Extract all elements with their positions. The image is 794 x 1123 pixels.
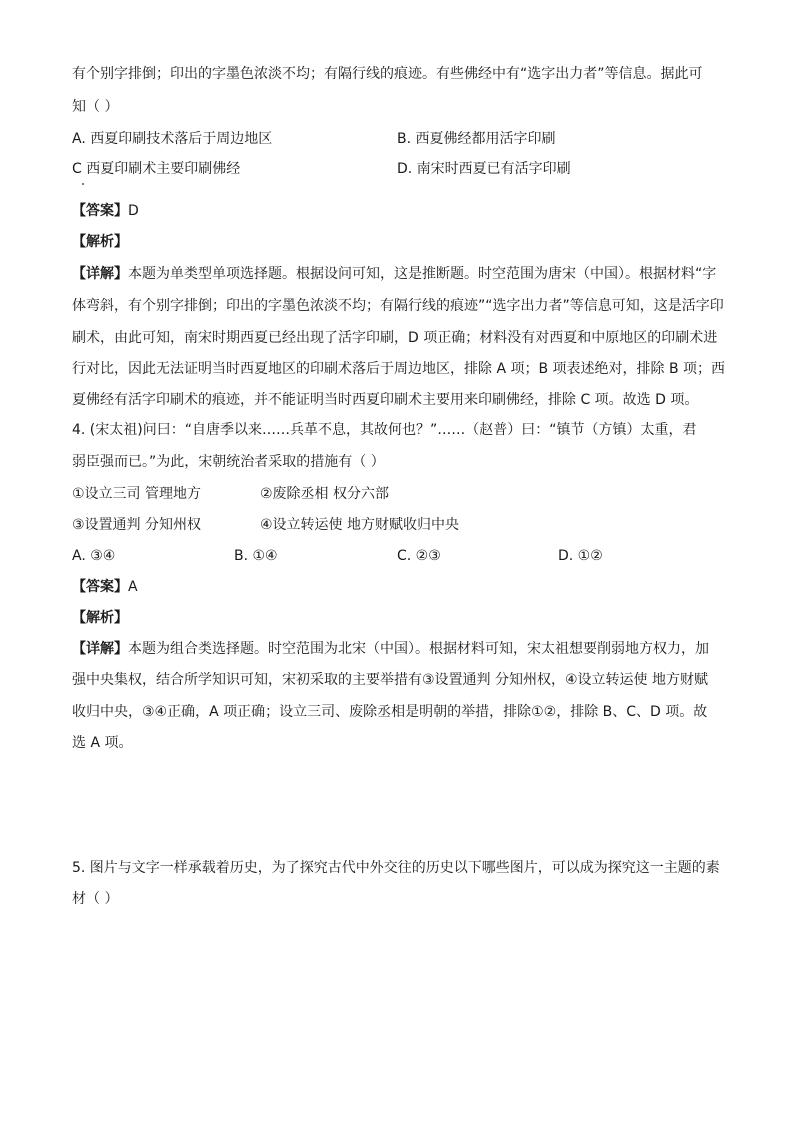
q4-detail-line-1 <box>72 639 709 659</box>
q4-detail-line-2: 强中央集权，结合所学知识可知，宋初采取的主要举措有③设置通判 分知州权，④设立转运使 地方财赋 <box>72 672 708 688</box>
q4-answer-value: A <box>128 579 138 595</box>
q3-stem-line-1: 有个别字排倒；印出的字墨色浓淡不均；有隔行线的痕迹。有些佛经中有“选字出力者”等信息。据此可 <box>72 66 703 82</box>
q4-detail-line-4: 选 A 项。 <box>72 735 133 751</box>
q4-answer <box>72 577 138 597</box>
q4-item-1: ①设立三司 管理地方 <box>72 486 202 502</box>
q4-detail-line-3: 收归中央，③④正确，A 项正确；设立三司、废除丞相是明朝的举措，排除①②，排除 B、C、D 项。故 <box>72 704 708 720</box>
q4-stem-line-1: 4. (宋太祖)问曰：“自唐季以来……兵革不息，其故何也？”……（赵普）曰：“镇节（方镇）太重，君 <box>72 422 697 438</box>
q4-option-a: A. ③④ <box>72 548 116 564</box>
q3-answer <box>72 201 139 221</box>
q4-option-c: C. ②③ <box>397 548 441 564</box>
q3-detail-line-2: 体弯斜，有个别字排倒；印出的字墨色浓淡不均；有隔行线的痕迹”“选字出力者”等信息可知，这是活字印 <box>72 298 724 314</box>
q3-detail-text-1: 本题为单类型单项选择题。根据设问可知，这是推断题。时空范围为唐宋（中国）。根据材料“字 <box>128 266 717 282</box>
q3-stem-line-2: 知（ ） <box>72 99 119 115</box>
stray-dot-mark <box>82 183 84 185</box>
q3-option-c: C 西夏印刷术主要印刷佛经 <box>72 161 241 177</box>
q3-answer-tag: 【答案】 <box>72 203 128 219</box>
q4-analysis-tag: 【解析】 <box>72 610 128 626</box>
q4-item-2: ②废除丞相 权分六部 <box>260 486 390 502</box>
q5-stem-line-1: 5. 图片与文字一样承载着历史，为了探究古代中外交往的历史以下哪些图片，可以成为探究这一主题的素 <box>72 860 720 876</box>
q4-item-3: ③设置通判 分知州权 <box>72 517 202 533</box>
q3-detail-line-3: 刷术，由此可知，南宋时期西夏已经出现了活字印刷，D 项正确；材料没有对西夏和中原地区的印刷术进 <box>72 330 718 346</box>
q4-detail-text-1: 本题为组合类选择题。时空范围为北宋（中国）。根据材料可知，宋太祖想要削弱地方权力，加 <box>128 641 709 657</box>
q4-item-4: ④设立转运使 地方财赋收归中央 <box>260 517 460 533</box>
q3-detail-line-1 <box>72 264 716 284</box>
q3-detail-line-4: 行对比，因此无法证明当时西夏地区的印刷术落后于周边地区，排除 A 项；B 项表述绝对，排除 B 项；西 <box>72 361 726 377</box>
q3-option-b: B. 西夏佛经都用活字印刷 <box>397 131 556 147</box>
q3-option-d: D. 南宋时西夏已有活字印刷 <box>397 161 571 177</box>
q4-answer-tag: 【答案】 <box>72 579 128 595</box>
q3-option-a: A. 西夏印刷技术落后于周边地区 <box>72 131 273 147</box>
q4-option-d: D. ①② <box>558 548 603 564</box>
q3-answer-value: D <box>128 203 139 219</box>
q4-detail-tag: 【详解】 <box>72 641 128 657</box>
q4-option-b: B. ①④ <box>234 548 278 564</box>
q3-detail-line-5: 夏佛经有活字印刷术的痕迹，并不能证明当时西夏印刷术主要用来印刷佛经，排除 C 项。故选 D 项。 <box>72 392 699 408</box>
q3-detail-tag: 【详解】 <box>72 266 128 282</box>
q4-stem-line-2: 弱臣强而已。”为此，宋朝统治者采取的措施有（ ） <box>72 454 385 470</box>
q5-stem-line-2: 材（ ） <box>72 891 119 907</box>
q3-analysis-tag: 【解析】 <box>72 234 128 250</box>
